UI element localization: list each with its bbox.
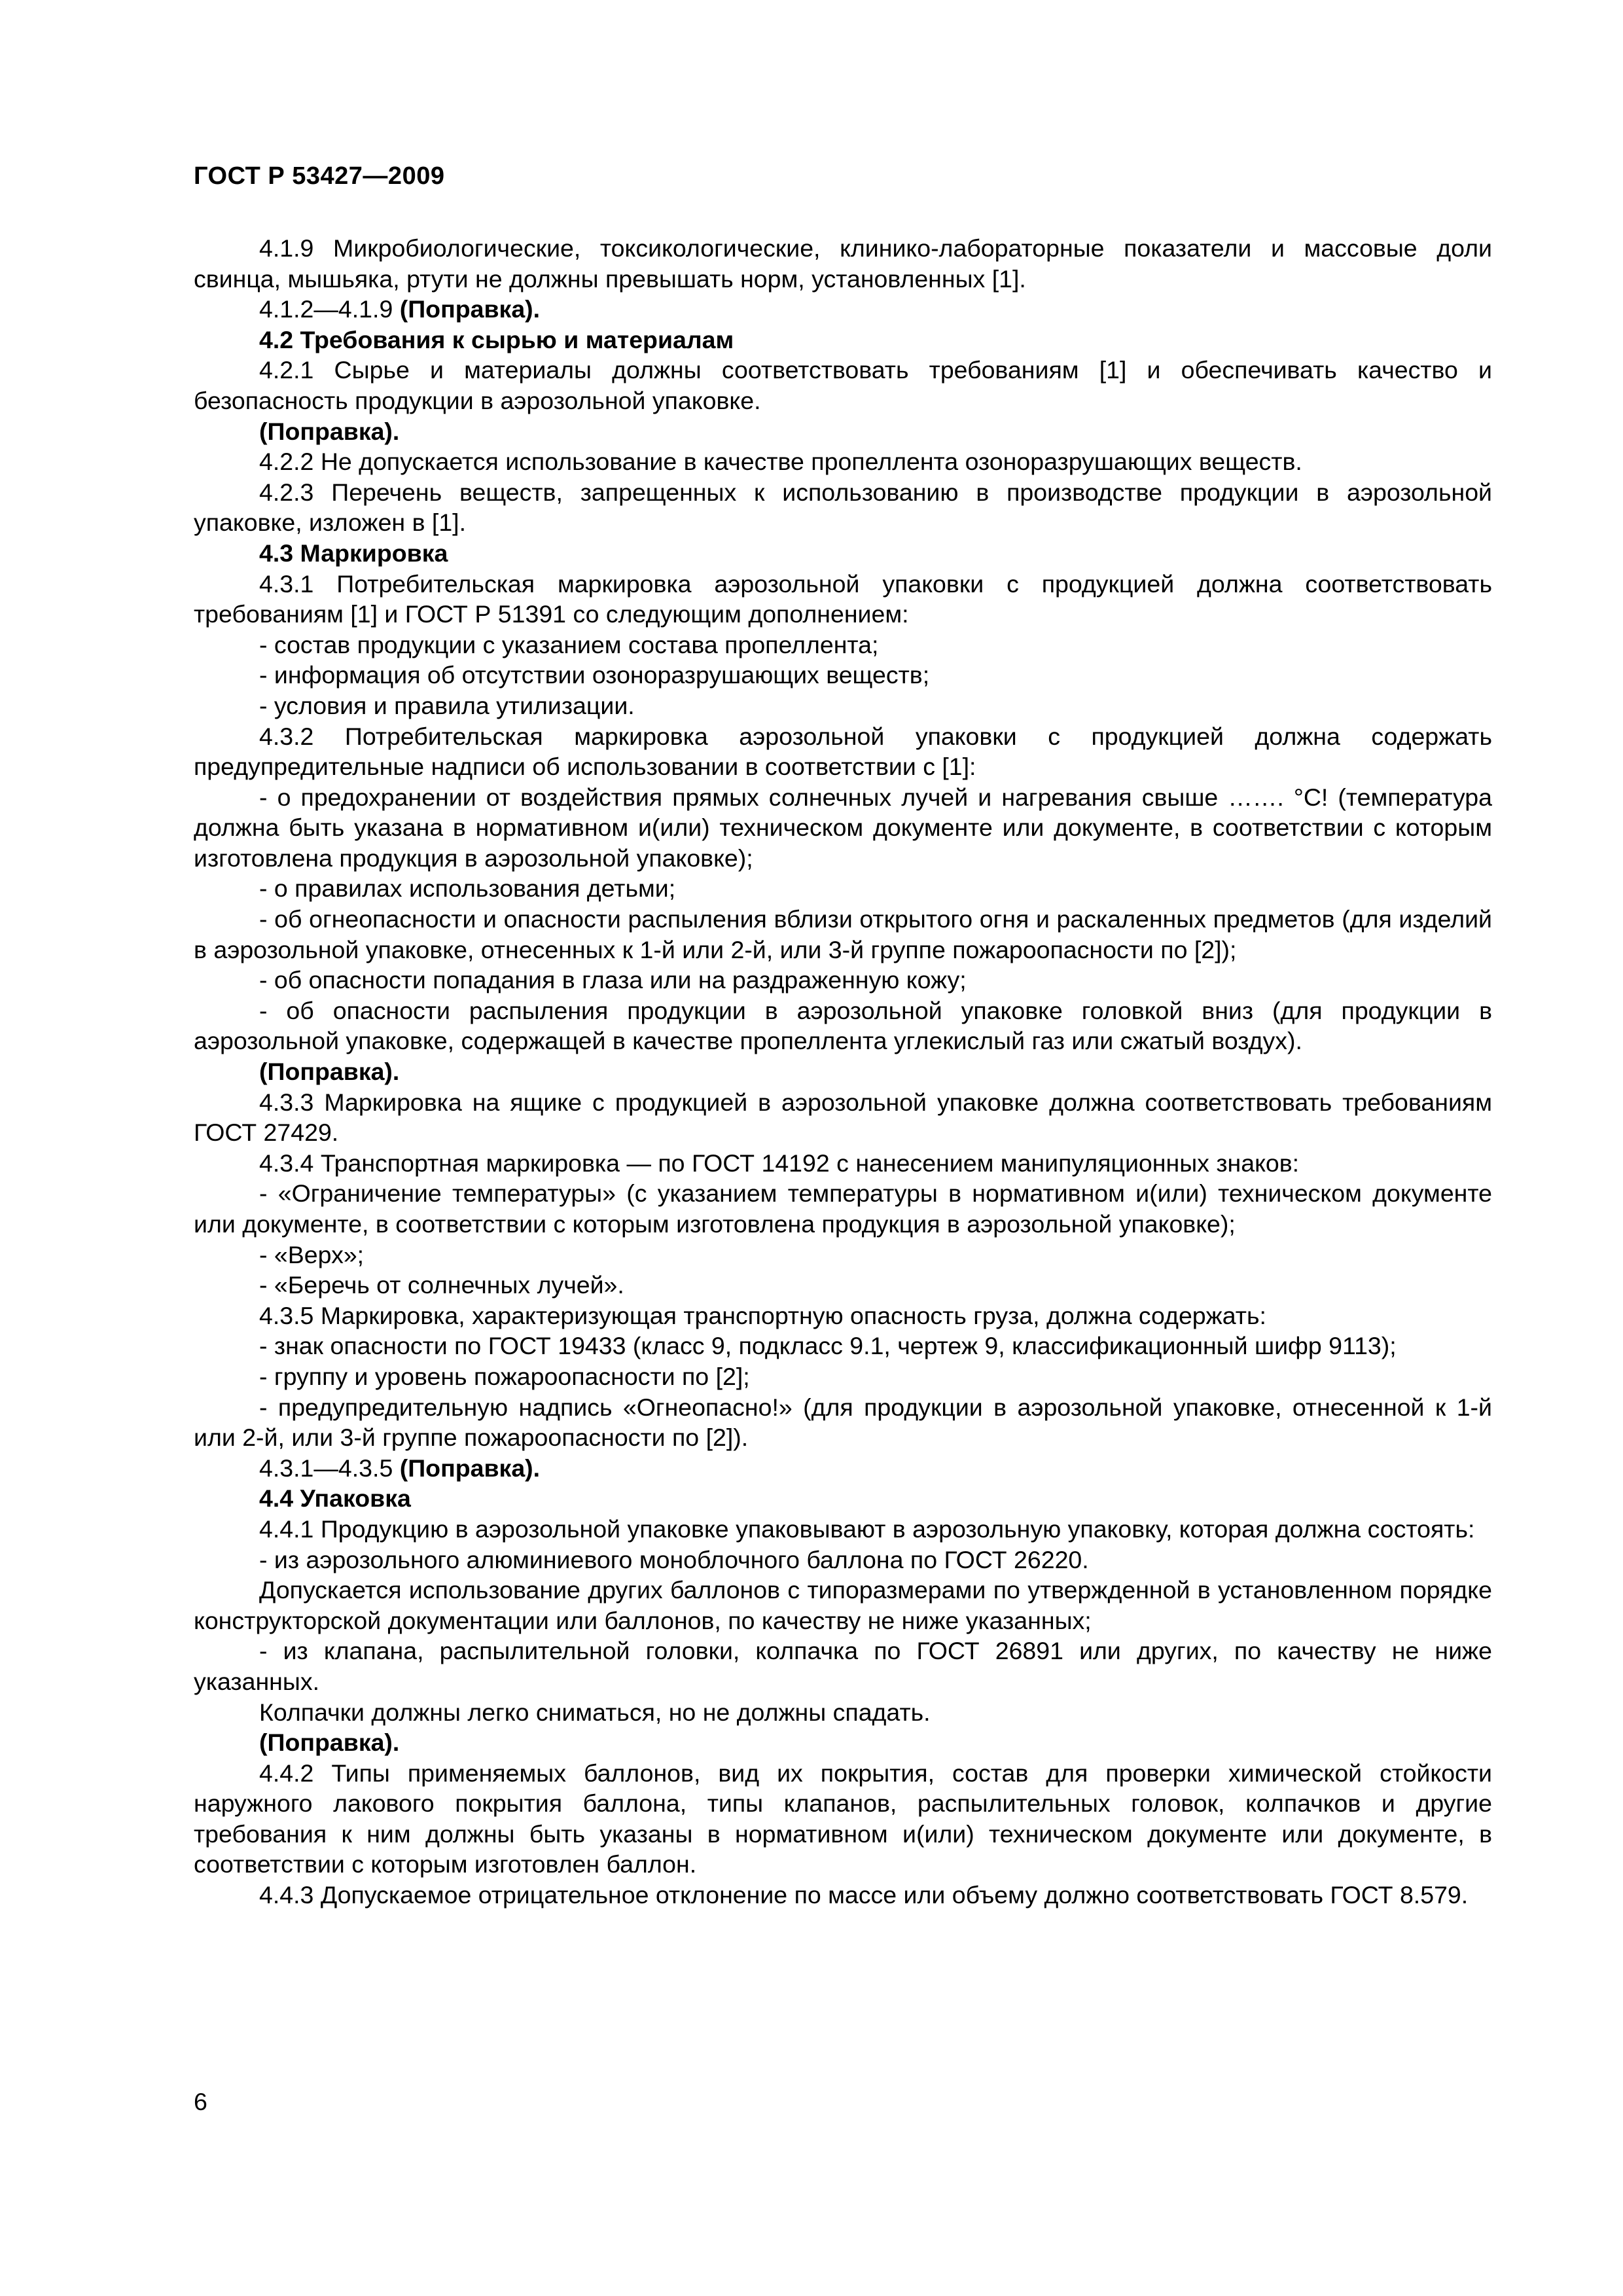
paragraph: - «Беречь от солнечных лучей». (259, 1271, 624, 1299)
paragraph: - из клапана, распылительной головки, колпачка по ГОСТ 26891 или других, по качеству не ниже указанных. (194, 1637, 1492, 1695)
paragraph: 4.2.1 Сырье и материалы должны соответствовать требованиям [1] и обеспечивать качество и безопасность продукции в аэрозольной упаковке. (194, 356, 1492, 414)
amendment-mark: (Поправка). (399, 295, 541, 323)
document-header: ГОСТ Р 53427—2009 (194, 162, 445, 190)
paragraph: - об опасности распыления продукции в аэрозольной упаковке головкой вниз (для продукции в аэрозольной упаковке, содержащей в качестве пропеллента углекислый газ или сжатый воздух). (194, 996, 1492, 1055)
paragraph: 4.1.9 Микробиологические, токсикологические, клинико-лабораторные показатели и массовые доли свинца, мышьяка, ртути не должны превышать норм, установленных [1]. (194, 234, 1492, 293)
paragraph: 4.3.1—4.3.5 (Поправка). (259, 1454, 541, 1482)
paragraph: - информация об отсутствии озоноразрушающих веществ; (259, 661, 930, 689)
section-heading: 4.4 Упаковка (259, 1484, 411, 1513)
paragraph: 4.1.2—4.1.9 (Поправка). (259, 295, 541, 323)
paragraph: Колпачки должны легко сниматься, но не должны спадать. (259, 1698, 931, 1726)
paragraph: 4.4.1 Продукцию в аэрозольной упаковке упаковывают в аэрозольную упаковку, которая должна состоять: (259, 1515, 1475, 1543)
document-body (194, 233, 1492, 1910)
section-heading: (Поправка). (259, 1058, 400, 1086)
page-number: 6 (194, 2088, 207, 2115)
paragraph: Допускается использование других баллонов с типоразмерами по утвержденной в установленном порядке конструкторской документации или баллонов, по качеству не ниже указанных; (194, 1576, 1492, 1634)
paragraph: 4.4.2 Типы применяемых баллонов, вид их покрытия, состав для проверки химической стойкости наружного лакового покрытия баллона, типы клапанов, распылительных головок, колпачков и другие требования к ним должны быть указаны в нормативном и(или) техническом документе или документе, в соответствии с которым изготовлен баллон. (194, 1759, 1492, 1878)
paragraph: - «Ограничение температуры» (с указанием температуры в нормативном и(или) техническом документе или документе, в соответствии с которым изготовлена продукция в аэрозольной упаковке); (194, 1179, 1492, 1238)
paragraph: - состав продукции с указанием состава пропеллента; (259, 630, 879, 658)
amendment-mark: (Поправка). (399, 1454, 541, 1482)
paragraph: 4.2.3 Перечень веществ, запрещенных к использованию в производстве продукции в аэрозольной упаковке, изложен в [1]. (194, 478, 1492, 537)
paragraph: - знак опасности по ГОСТ 19433 (класс 9, подкласс 9.1, чертеж 9, классификационный шифр 9113); (259, 1332, 1397, 1360)
paragraph: 4.3.3 Маркировка на ящике с продукцией в аэрозольной упаковке должна соответствовать требованиям ГОСТ 27429. (194, 1088, 1492, 1147)
paragraph: 4.3.1 Потребительская маркировка аэрозольной упаковки с продукцией должна соответствовать требованиям [1] и ГОСТ Р 51391 со следующим дополнением: (194, 569, 1492, 628)
paragraph: 4.4.3 Допускаемое отрицательное отклонение по массе или объему должно соответствовать ГОСТ 8.579. (259, 1881, 1469, 1909)
paragraph: 4.2.2 Не допускается использование в качестве пропеллента озоноразрушающих веществ. (259, 448, 1302, 476)
paragraph: - об опасности попадания в глаза или на раздраженную кожу; (259, 966, 967, 994)
paragraph: - группу и уровень пожароопасности по [2]; (259, 1362, 750, 1390)
paragraph: - о правилах использования детьми; (259, 874, 676, 903)
section-heading: (Поправка). (259, 417, 400, 445)
section-heading: 4.2 Требования к сырью и материалам (259, 325, 734, 353)
paragraph: - «Верх»; (259, 1240, 365, 1268)
paragraph: 4.3.4 Транспортная маркировка — по ГОСТ 14192 с нанесением манипуляционных знаков: (259, 1149, 1300, 1177)
paragraph: - о предохранении от воздействия прямых солнечных лучей и нагревания свыше ……. °С! (температура должна быть указана в нормативном и(или) техническом документе или документе, в соответствии с которым изготовлена продукция в аэрозольной упаковке); (194, 783, 1492, 872)
paragraph: - из аэрозольного алюминиевого моноблочного баллона по ГОСТ 26220. (259, 1545, 1089, 1573)
paragraph: - об огнеопасности и опасности распыления вблизи открытого огня и раскаленных предметов (для изделий в аэрозольной упаковке, отнесенных к 1-й или 2-й, или 3-й группе пожароопасности по [2]); (194, 905, 1492, 963)
section-heading: (Поправка). (259, 1729, 400, 1757)
paragraph: - условия и правила утилизации. (259, 691, 635, 719)
section-heading: 4.3 Маркировка (259, 539, 448, 567)
paragraph: 4.3.2 Потребительская маркировка аэрозольной упаковки с продукцией должна содержать предупредительные надписи об использовании в соответствии с [1]: (194, 722, 1492, 781)
paragraph: 4.3.5 Маркировка, характеризующая транспортную опасность груза, должна содержать: (259, 1301, 1266, 1329)
paragraph: - предупредительную надпись «Огнеопасно!» (для продукции в аэрозольной упаковке, отнесенной к 1-й или 2-й, или 3-й группе пожароопасности по [2]). (194, 1393, 1492, 1452)
